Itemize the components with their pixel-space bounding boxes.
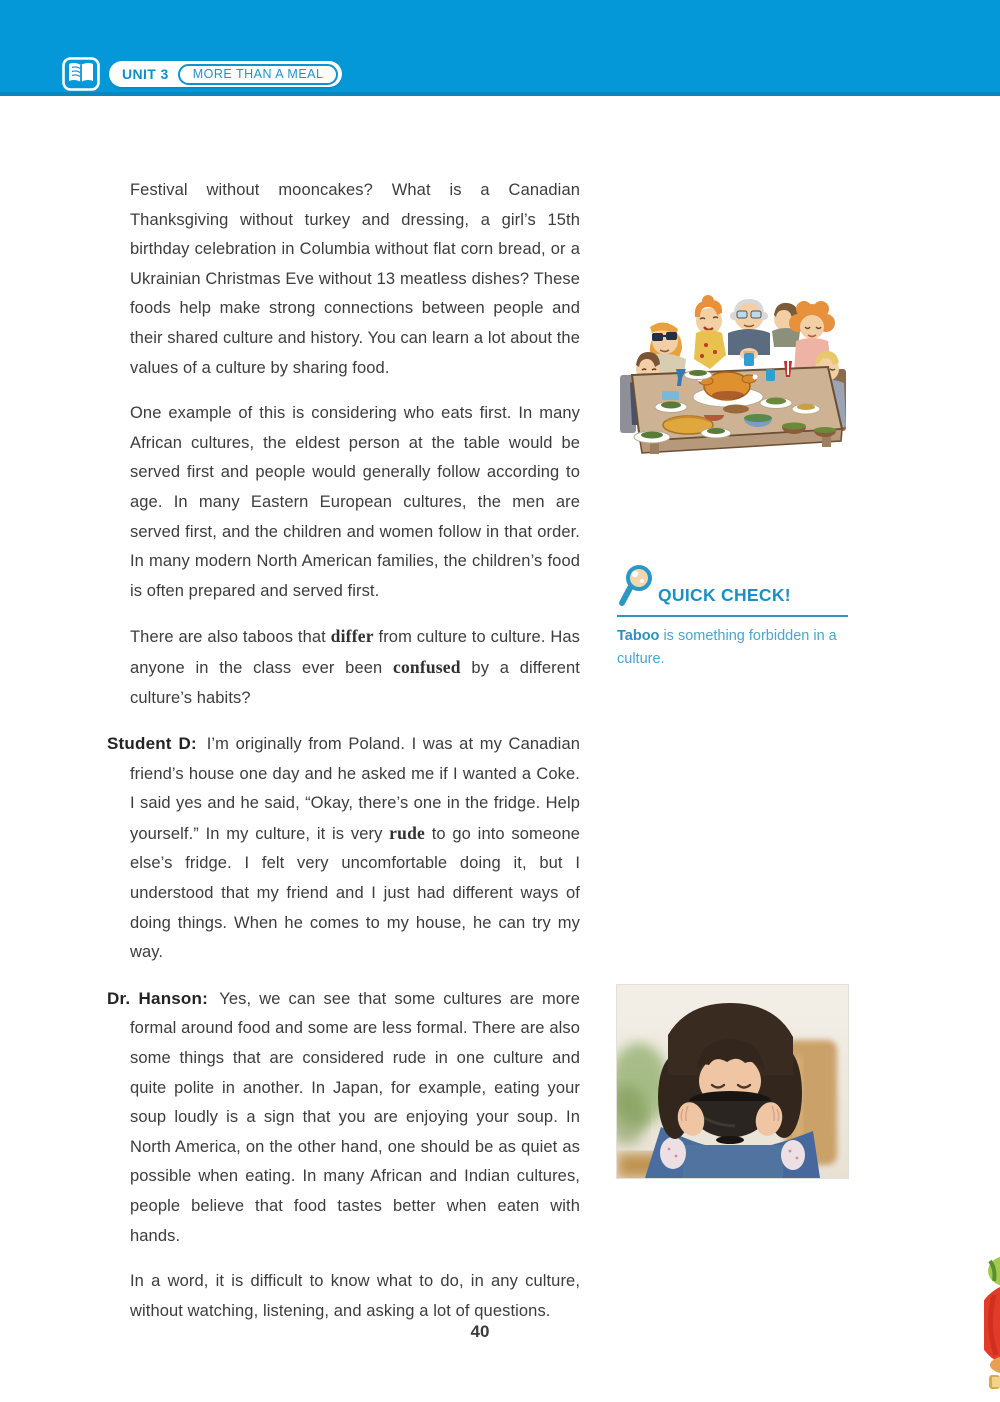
magnifier-icon <box>617 563 657 609</box>
family-dinner-illustration <box>616 257 849 456</box>
unit-label: UNIT 3 <box>122 66 169 82</box>
article <box>107 176 580 1342</box>
paragraph: Festival without mooncakes? What is a Canadian Thanksgiving without turkey and dressing, a girl’s 15th birthday celebration in Columbia without flat corn bread, or a Ukrainian Christmas Eve without 13 meatless dishes? These foods help make strong connections between people and their shared culture and history. You can learn a lot about the values of a culture by sharing food. <box>130 181 580 377</box>
vocabulary-keyword: rude <box>389 822 425 843</box>
paragraph: There are also taboos that differ from culture to culture. Has anyone in the class ever been confused by a different culture’s habits? <box>130 626 580 707</box>
quick-check-definition: is something forbidden in a culture. <box>617 628 837 667</box>
vocabulary-keyword: differ <box>330 626 374 647</box>
dialogue-paragraph: Dr. Hanson: Yes, we can see that some cultures are more formal around food and some are less formal. There are also some things that are considered rude in one culture and quite polite in another. In Japan, for example, eating your soup loudly is a sign that you are enjoying your soup. In North America, on the other hand, one should be as quiet as possible when eating. In many African and Indian cultures, people believe that food tastes better when eaten with hands. <box>107 988 580 1245</box>
speaker-label: Dr. Hanson: <box>107 988 217 1008</box>
dialogue-paragraph: Student D: I’m originally from Poland. I was at my Canadian friend’s house one day and he asked me if I wanted a Coke. I said yes and he said, “Okay, there’s one in the fridge. Help yourself.” In my culture, it is very rude to go into someone else’s fridge. I felt very uncomfortable doing it, but I understood that my friend and I just had different ways of doing things. When he comes to my house, he can try my way. <box>107 734 580 962</box>
vocabulary-keyword: confused <box>392 656 461 677</box>
quick-check-box <box>617 563 848 670</box>
paragraph: One example of this is considering who eats first. In many African cultures, the eldest person at the table would be served first and people would generally follow according to age. In many Eastern European cultures, the men are served first, and the children and women follow in that order. In many modern North American families, the children’s food is often prepared and served first. <box>130 404 580 600</box>
quick-check-title: QUICK CHECK! <box>658 585 791 605</box>
open-book-icon <box>62 57 100 91</box>
speaker-label: Student D: <box>107 734 204 754</box>
quick-check-rule <box>617 615 848 617</box>
page-number: 40 <box>470 1322 490 1341</box>
unit-pill <box>109 61 342 87</box>
quick-check-term: Taboo <box>617 628 660 644</box>
unit-header-bar <box>0 0 1000 96</box>
unit-title: MORE THAN A MEAL <box>178 64 339 85</box>
unit-badge <box>62 57 342 91</box>
paragraph: In a word, it is difficult to know what to do, in any culture, without watching, listening, and asking a lot of questions. <box>130 1272 580 1320</box>
tomato-edge-art <box>984 1253 1000 1396</box>
girl-drinking-soup-photo <box>617 985 848 1178</box>
quick-check-note <box>617 625 848 670</box>
